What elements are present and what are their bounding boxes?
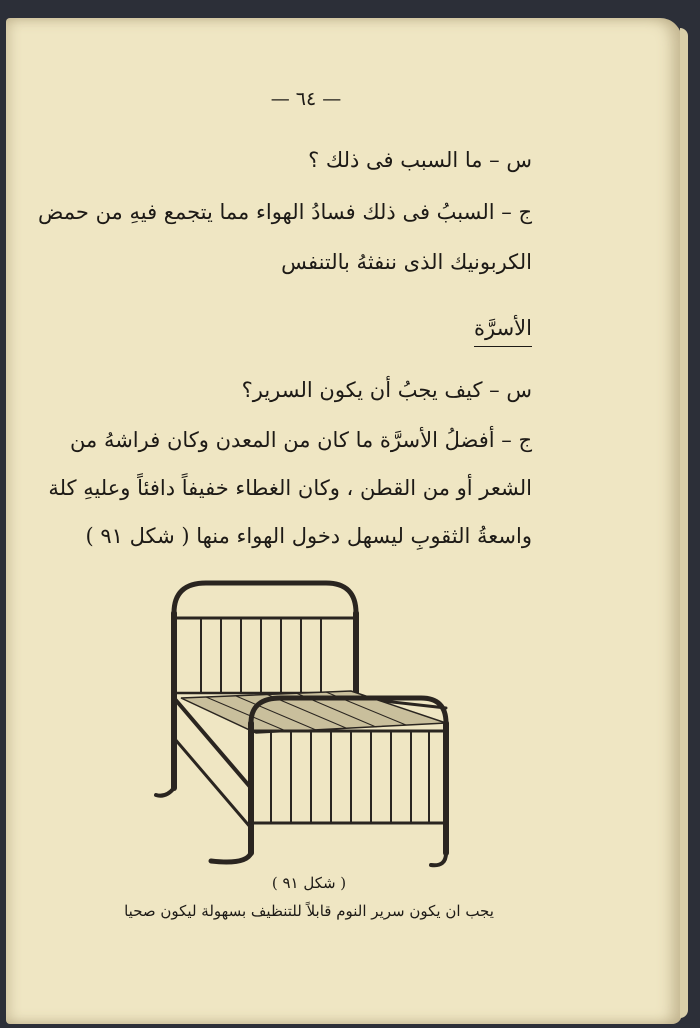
page-number: — ٦٤ — <box>270 88 342 110</box>
figure-caption: يجب ان يكون سرير النوم قابلاً للتنظيف بسهولة ليكون صحيا <box>124 902 494 920</box>
answer-2-line-3: واسعةُ الثقوبِ ليسهل دخول الهواء منها ( شكل ٩١ ) <box>85 524 532 548</box>
question-2: س – كيف يجبُ أن يكون السرير؟ <box>241 378 532 402</box>
answer-2-line-2: الشعر أو من القطن ، وكان الغطاء خفيفاً دافئاً وعليهِ كلة <box>48 476 532 500</box>
answer-1-line-2: الكربونيك الذى ننفثهُ بالتنفس <box>281 250 532 274</box>
section-heading: الأسرَّة <box>474 316 532 347</box>
paper-page <box>6 18 682 1024</box>
figure-label: ( شكل ٩١ ) <box>271 874 347 892</box>
bed-illustration <box>146 573 466 873</box>
answer-1-line-1: ج – السببُ فى ذلك فسادُ الهواء مما يتجمع فيهِ من حمض <box>38 200 532 224</box>
question-1: س – ما السبب فى ذلك ؟ <box>308 148 532 172</box>
page-edge <box>680 28 688 1018</box>
answer-2-line-1: ج – أفضلُ الأسرَّة ما كان من المعدن وكان فراشهُ من <box>70 428 532 452</box>
